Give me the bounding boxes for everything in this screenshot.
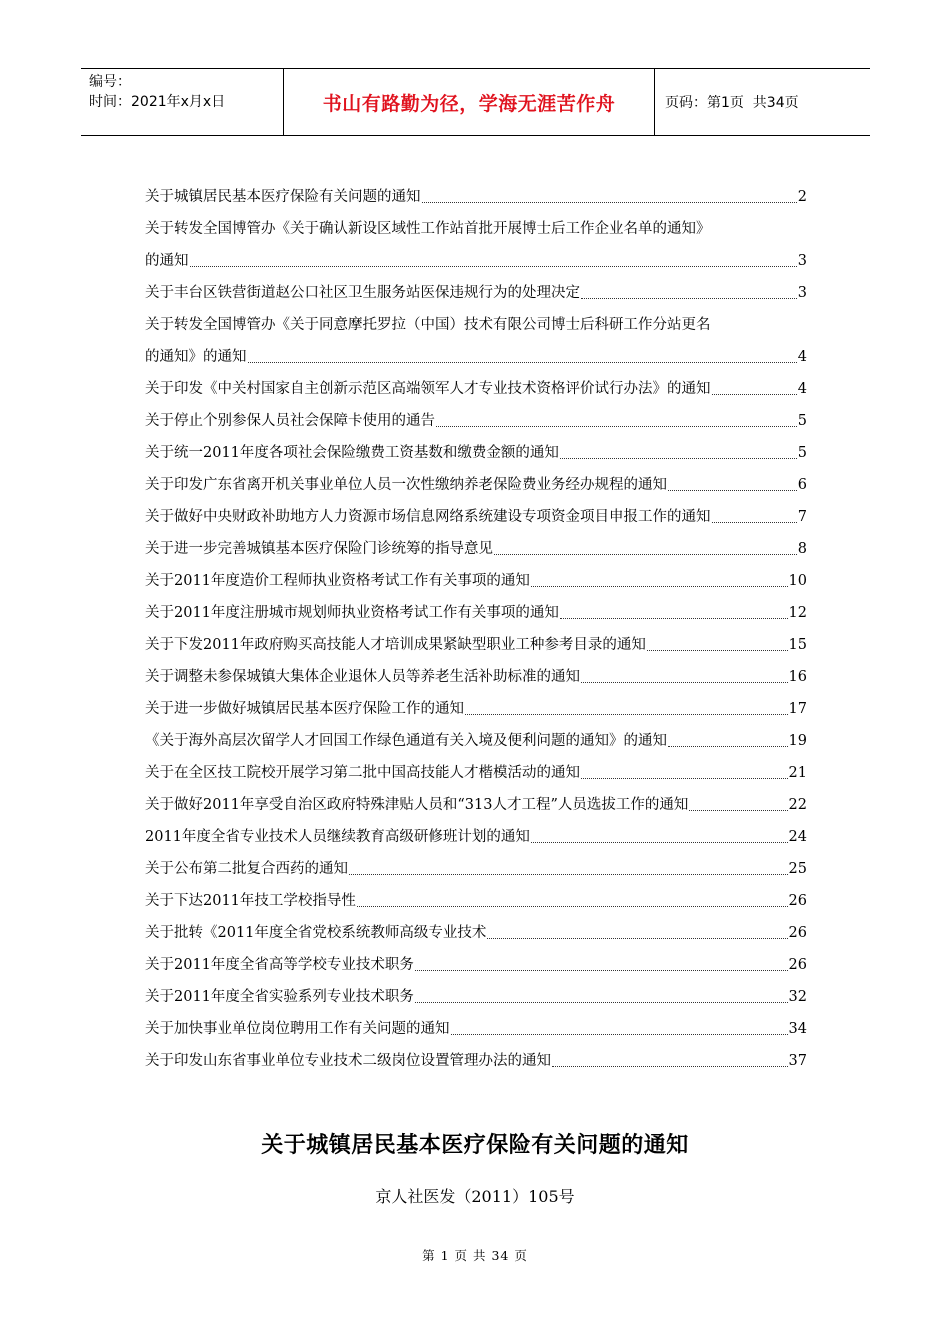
toc-leader-dots — [349, 873, 788, 875]
toc-entry-text: 关于停止个别参保人员社会保障卡使用的通告 — [145, 413, 435, 429]
page-footer: 第 1 页 共 34 页 — [422, 1248, 528, 1263]
toc-leader-dots — [487, 937, 787, 939]
toc-page-number: 37 — [788, 1053, 807, 1069]
toc-page-number: 8 — [797, 541, 807, 557]
toc-leader-dots — [668, 745, 788, 747]
section-title: 关于城镇居民基本医疗保险有关问题的通知 — [261, 1133, 689, 1158]
number-label: 编号： — [89, 74, 131, 90]
toc-leader-dots — [712, 521, 797, 523]
toc-leader-dots — [668, 489, 797, 491]
toc-leader-dots — [560, 457, 797, 459]
toc-entry[interactable] — [145, 821, 807, 853]
toc-entry-text: 关于2011年度造价工程师执业资格考试工作有关事项的通知 — [145, 573, 530, 589]
toc-entry-text: 关于2011年度注册城市规划师执业资格考试工作有关事项的通知 — [145, 605, 559, 621]
toc-page-number: 5 — [797, 413, 807, 429]
toc-entry[interactable] — [145, 437, 807, 469]
toc-leader-dots — [357, 905, 788, 907]
toc-page-number: 4 — [797, 381, 807, 397]
toc-entry[interactable] — [145, 693, 807, 725]
toc-entry[interactable] — [145, 565, 807, 597]
toc-entry-text: 关于城镇居民基本医疗保险有关问题的通知 — [145, 189, 421, 205]
toc-page-number: 21 — [788, 765, 807, 781]
toc-leader-dots — [552, 1065, 788, 1067]
page-info-text: 页码：第1页 共34页 — [665, 95, 799, 111]
toc-entry[interactable] — [145, 1045, 807, 1077]
toc-leader-dots — [712, 393, 797, 395]
toc-entry[interactable] — [145, 181, 807, 213]
doc-number: 京人社医发（2011）105号 — [375, 1187, 575, 1206]
toc-entry[interactable] — [145, 853, 807, 885]
toc-entry-text: 关于进一步做好城镇居民基本医疗保险工作的通知 — [145, 701, 464, 717]
toc-entry-text: 关于2011年度全省实验系列专业技术职务 — [145, 989, 414, 1005]
toc-page-number: 3 — [797, 253, 807, 269]
toc-page-number: 17 — [788, 701, 807, 717]
toc-page-number: 12 — [788, 605, 807, 621]
toc-entry[interactable] — [145, 1013, 807, 1045]
toc-page-number: 3 — [797, 285, 807, 301]
toc-leader-dots — [465, 713, 788, 715]
toc-entry-text: 关于2011年度全省高等学校专业技术职务 — [145, 957, 414, 973]
toc-page-number: 6 — [797, 477, 807, 493]
toc-entry-text: 关于转发全国博管办《关于确认新设区域性工作站首批开展博士后工作企业名单的通知》 — [145, 221, 711, 237]
table-of-contents — [145, 181, 807, 1077]
toc-leader-dots — [415, 1001, 788, 1003]
toc-entry[interactable] — [145, 533, 807, 565]
toc-entry-text: 关于做好中央财政补助地方人力资源市场信息网络系统建设专项资金项目申报工作的通知 — [145, 509, 711, 525]
toc-entry[interactable] — [145, 341, 807, 373]
toc-page-number: 7 — [797, 509, 807, 525]
toc-leader-dots — [581, 777, 788, 779]
toc-entry-text: 关于转发全国博管办《关于同意摩托罗拉（中国）技术有限公司博士后科研工作分站更名 — [145, 317, 711, 333]
toc-entry[interactable] — [145, 885, 807, 917]
toc-leader-dots — [531, 585, 788, 587]
toc-entry-text: 2011年度全省专业技术人员继续教育高级研修班计划的通知 — [145, 829, 530, 845]
header-page-info — [655, 69, 870, 135]
toc-page-number: 16 — [788, 669, 807, 685]
toc-entry-text: 关于加快事业单位岗位聘用工作有关问题的通知 — [145, 1021, 450, 1037]
toc-entry-text: 关于统一2011年度各项社会保险缴费工资基数和缴费金额的通知 — [145, 445, 559, 461]
toc-entry-text: 关于下发2011年政府购买高技能人才培训成果紧缺型职业工种参考目录的通知 — [145, 637, 646, 653]
toc-leader-dots — [581, 681, 788, 683]
toc-entry[interactable] — [145, 597, 807, 629]
toc-leader-dots — [560, 617, 788, 619]
toc-page-number: 26 — [788, 893, 807, 909]
toc-entry[interactable] — [145, 501, 807, 533]
toc-leader-dots — [415, 969, 788, 971]
toc-entry-text: 关于印发广东省离开机关事业单位人员一次性缴纳养老保险费业务经办规程的通知 — [145, 477, 667, 493]
toc-entry[interactable] — [145, 245, 807, 277]
header-meta — [81, 69, 283, 135]
toc-page-number: 19 — [788, 733, 807, 749]
toc-entry-title — [145, 309, 807, 341]
toc-entry-text: 关于丰台区铁营街道赵公口社区卫生服务站医保违规行为的处理决定 — [145, 285, 580, 301]
toc-page-number: 25 — [788, 861, 807, 877]
toc-entry-text: 关于批转《2011年度全省党校系统教师高级专业技术 — [145, 925, 487, 941]
document-header — [81, 68, 870, 136]
toc-page-number: 32 — [788, 989, 807, 1005]
toc-entry[interactable] — [145, 661, 807, 693]
toc-page-number: 26 — [788, 957, 807, 973]
toc-page-number: 34 — [788, 1021, 807, 1037]
toc-leader-dots — [689, 809, 787, 811]
toc-leader-dots — [647, 649, 788, 651]
toc-entry-text: 《关于海外高层次留学人才回国工作绿色通道有关入境及便利问题的通知》的通知 — [145, 733, 667, 749]
toc-leader-dots — [531, 841, 788, 843]
toc-entry[interactable] — [145, 981, 807, 1013]
toc-page-number: 26 — [788, 925, 807, 941]
toc-entry[interactable] — [145, 277, 807, 309]
toc-page-number: 4 — [797, 349, 807, 365]
toc-leader-dots — [248, 361, 797, 363]
toc-page-number: 15 — [788, 637, 807, 653]
toc-leader-dots — [494, 553, 797, 555]
toc-entry[interactable] — [145, 917, 807, 949]
toc-entry[interactable] — [145, 373, 807, 405]
toc-entry-title — [145, 213, 807, 245]
toc-entry[interactable] — [145, 789, 807, 821]
toc-page-number: 10 — [788, 573, 807, 589]
toc-leader-dots — [436, 425, 797, 427]
toc-entry-text: 关于进一步完善城镇基本医疗保险门诊统筹的指导意见 — [145, 541, 493, 557]
toc-entry-text-cont: 的通知 — [145, 253, 189, 269]
toc-entry-text: 关于做好2011年享受自治区政府特殊津贴人员和“313人才工程”人员选拔工作的通知 — [145, 797, 689, 813]
toc-entry[interactable] — [145, 725, 807, 757]
toc-leader-dots — [190, 265, 797, 267]
toc-entry-text: 关于在全区技工院校开展学习第二批中国高技能人才楷模活动的通知 — [145, 765, 580, 781]
header-motto: 书山有路勤为径，学海无涯苦作舟 — [283, 69, 655, 135]
toc-entry-text: 关于公布第二批复合西药的通知 — [145, 861, 348, 877]
toc-entry[interactable] — [145, 757, 807, 789]
date-label: 时间：2021年x月x日 — [89, 94, 226, 110]
toc-entry[interactable] — [145, 405, 807, 437]
toc-entry-text: 关于下达2011年技工学校指导性 — [145, 893, 356, 909]
toc-page-number: 22 — [788, 797, 807, 813]
toc-page-number: 2 — [797, 189, 807, 205]
toc-page-number: 5 — [797, 445, 807, 461]
toc-entry-text: 关于调整未参保城镇大集体企业退休人员等养老生活补助标准的通知 — [145, 669, 580, 685]
toc-entry[interactable] — [145, 949, 807, 981]
toc-leader-dots — [422, 201, 797, 203]
toc-leader-dots — [451, 1033, 788, 1035]
toc-entry[interactable] — [145, 469, 807, 501]
toc-entry[interactable] — [145, 629, 807, 661]
toc-entry-text-cont: 的通知》的通知 — [145, 349, 247, 365]
toc-entry-text: 关于印发《中关村国家自主创新示范区高端领军人才专业技术资格评价试行办法》的通知 — [145, 381, 711, 397]
toc-leader-dots — [581, 297, 797, 299]
toc-page-number: 24 — [788, 829, 807, 845]
toc-entry-text: 关于印发山东省事业单位专业技术二级岗位设置管理办法的通知 — [145, 1053, 551, 1069]
